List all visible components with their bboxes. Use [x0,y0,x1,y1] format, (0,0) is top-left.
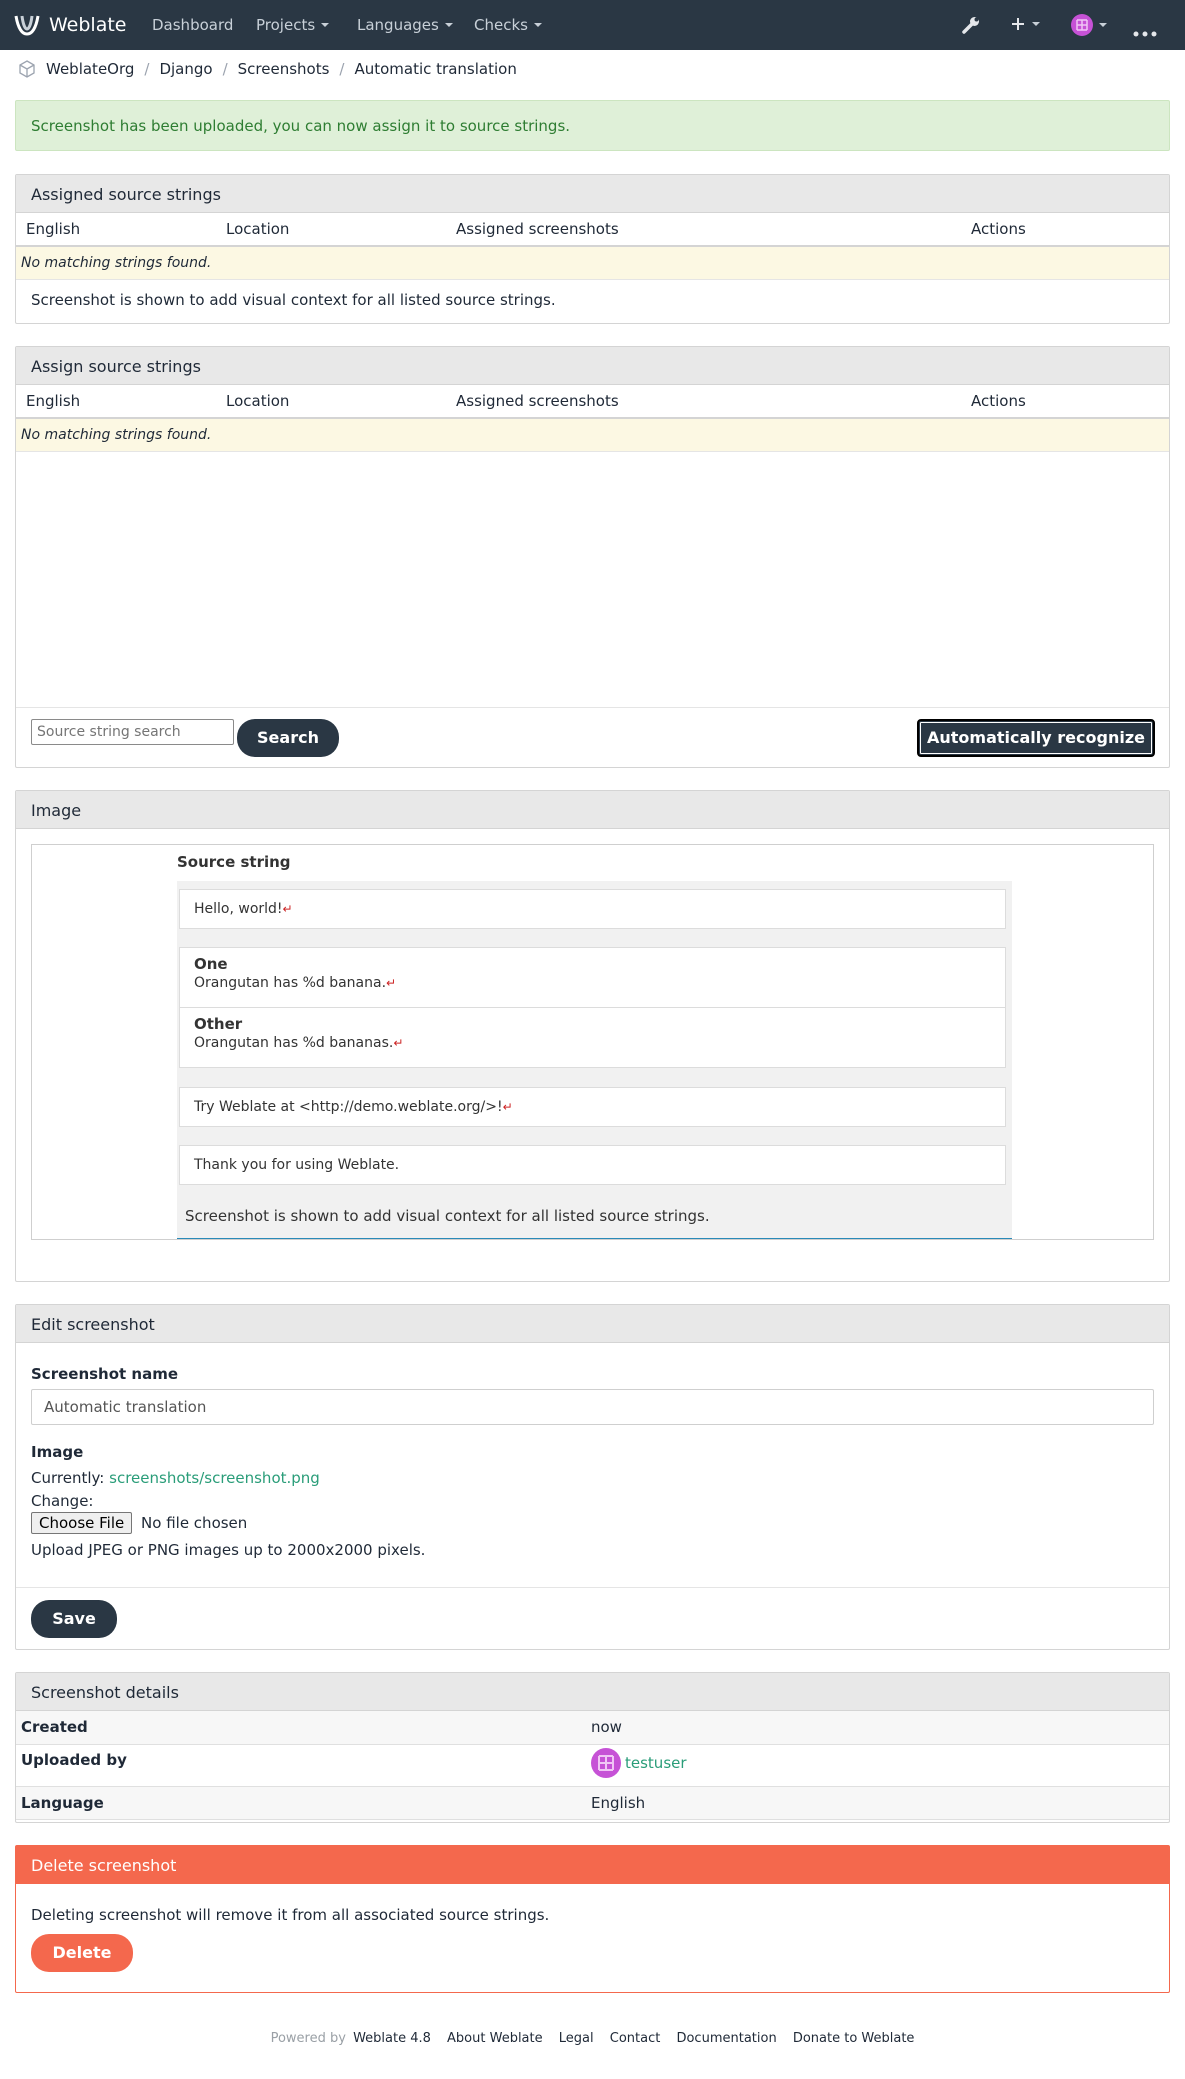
automatically-recognize-button[interactable]: Automatically recognize [917,719,1155,757]
brand-name: Weblate [49,14,127,36]
source-string-search-input[interactable] [31,719,234,745]
uploader-link[interactable]: testuser [625,1754,687,1772]
breadcrumb: WeblateOrg / Django / Screenshots / Automatic translation [18,58,517,80]
chevron-down-icon [1032,22,1040,26]
top-navbar [0,0,1185,50]
image-panel [15,790,1170,1282]
delete-screenshot-panel [15,1845,1170,1993]
column-header: Actions [961,213,1169,246]
footer-contact-link[interactable]: Contact [609,2031,661,2046]
upload-help-text: Upload JPEG or PNG images up to 2000x2000 pixels. [31,1541,426,1559]
edit-screenshot-panel [15,1304,1170,1650]
column-header: Location [216,385,446,418]
panel-title: Assign source strings [16,347,1169,385]
shot-heading: Source string [177,853,291,871]
chevron-down-icon [1099,23,1107,27]
nav-checks-dropdown[interactable]: Checks [474,16,542,34]
created-label: Created [16,1711,586,1744]
assigned-strings-table [16,213,1169,247]
language-value: English [586,1786,1169,1819]
panel-footer-divider [16,1587,1169,1588]
chevron-down-icon [534,23,542,27]
footer-donate-link[interactable]: Donate to Weblate [792,2031,915,2046]
change-label: Change: [31,1492,94,1510]
language-label: Language [16,1786,586,1819]
shot-plural-card: One Orangutan has %d banana.↵ Other Orangutan has %d bananas.↵ [179,947,1006,1068]
column-header: English [16,385,216,418]
current-image-line: Currently: screenshots/screenshot.png [31,1469,320,1487]
footer-documentation-link[interactable]: Documentation [676,2031,777,2046]
screenshot-image [31,844,1154,1240]
breadcrumb-component[interactable]: Django [159,60,213,78]
footer-about-link[interactable]: About Weblate [447,2031,543,2046]
plus-icon [1010,16,1026,32]
panel-title: Image [16,791,1169,829]
screenshot-content [177,845,1012,1239]
footer-legal-link[interactable]: Legal [558,2031,594,2046]
choose-file-button[interactable]: Choose File [31,1512,132,1534]
no-file-text: No file chosen [141,1514,248,1532]
more-menu-icon[interactable] [1133,22,1157,41]
current-image-link[interactable]: screenshots/screenshot.png [109,1469,320,1487]
avatar [591,1748,621,1778]
panel-title: Assigned source strings [16,175,1169,213]
chevron-down-icon [321,23,329,27]
project-cube-icon [18,60,36,78]
wrench-icon[interactable] [960,14,982,40]
breadcrumb-screenshots[interactable]: Screenshots [237,60,330,78]
alert-text: Screenshot has been uploaded, you can now assign it to source strings. [31,117,571,135]
save-button[interactable]: Save [31,1600,117,1638]
footer-version-link[interactable]: Weblate 4.8 [353,2031,431,2046]
column-header: Assigned screenshots [446,385,961,418]
panel-title: Delete screenshot [16,1846,1169,1884]
column-header: English [16,213,216,246]
chevron-down-icon [445,23,453,27]
nav-projects-dropdown[interactable]: Projects [256,16,329,34]
avatar [1071,14,1093,36]
created-value: now [586,1711,1169,1744]
assign-strings-table [16,385,1169,419]
shot-string-card: Thank you for using Weblate. [179,1145,1006,1185]
upload-success-alert [15,100,1170,151]
screenshot-name-label: Screenshot name [31,1365,179,1383]
shot-string-card: Try Weblate at <http://demo.weblate.org/>!↵ [179,1087,1006,1127]
column-header: Actions [961,385,1169,418]
breadcrumb-project[interactable]: WeblateOrg [46,60,135,78]
nav-languages-dropdown[interactable]: Languages [357,16,453,34]
panel-footer-divider [16,707,1169,708]
column-header: Assigned screenshots [446,213,961,246]
file-input[interactable] [31,1512,247,1534]
add-menu-dropdown[interactable] [1010,16,1040,32]
shot-footer-note: Screenshot is shown to add visual context for all listed source strings. [177,1197,1012,1239]
assign-strings-panel [15,346,1170,768]
uploaded-by-value [586,1744,1169,1786]
context-note: Screenshot is shown to add visual context for all listed source strings. [31,291,556,309]
uploaded-by-label: Uploaded by [16,1744,586,1786]
details-table [16,1711,1169,1820]
column-header: Location [216,213,446,246]
brand-link[interactable] [14,12,126,38]
user-menu-dropdown[interactable] [1071,14,1107,36]
search-button[interactable]: Search [237,719,339,757]
breadcrumb-current[interactable]: Automatic translation [354,60,517,78]
empty-result-row: No matching strings found. [16,247,1169,280]
shot-string-card: Hello, world!↵ [179,889,1006,929]
delete-warning-text: Deleting screenshot will remove it from all associated source strings. [31,1906,550,1924]
powered-by-text: Powered by [270,2031,346,2046]
page-footer [0,2031,1185,2046]
empty-result-row: No matching strings found. [16,419,1169,452]
screenshot-name-field[interactable]: Automatic translation [31,1389,1154,1425]
screenshot-details-panel [15,1672,1170,1823]
image-label: Image [31,1443,84,1461]
delete-button[interactable]: Delete [31,1934,133,1972]
panel-title: Edit screenshot [16,1305,1169,1343]
assigned-strings-panel [15,174,1170,324]
panel-title: Screenshot details [16,1673,1169,1711]
nav-dashboard[interactable]: Dashboard [152,16,234,34]
weblate-logo-icon [14,14,40,36]
